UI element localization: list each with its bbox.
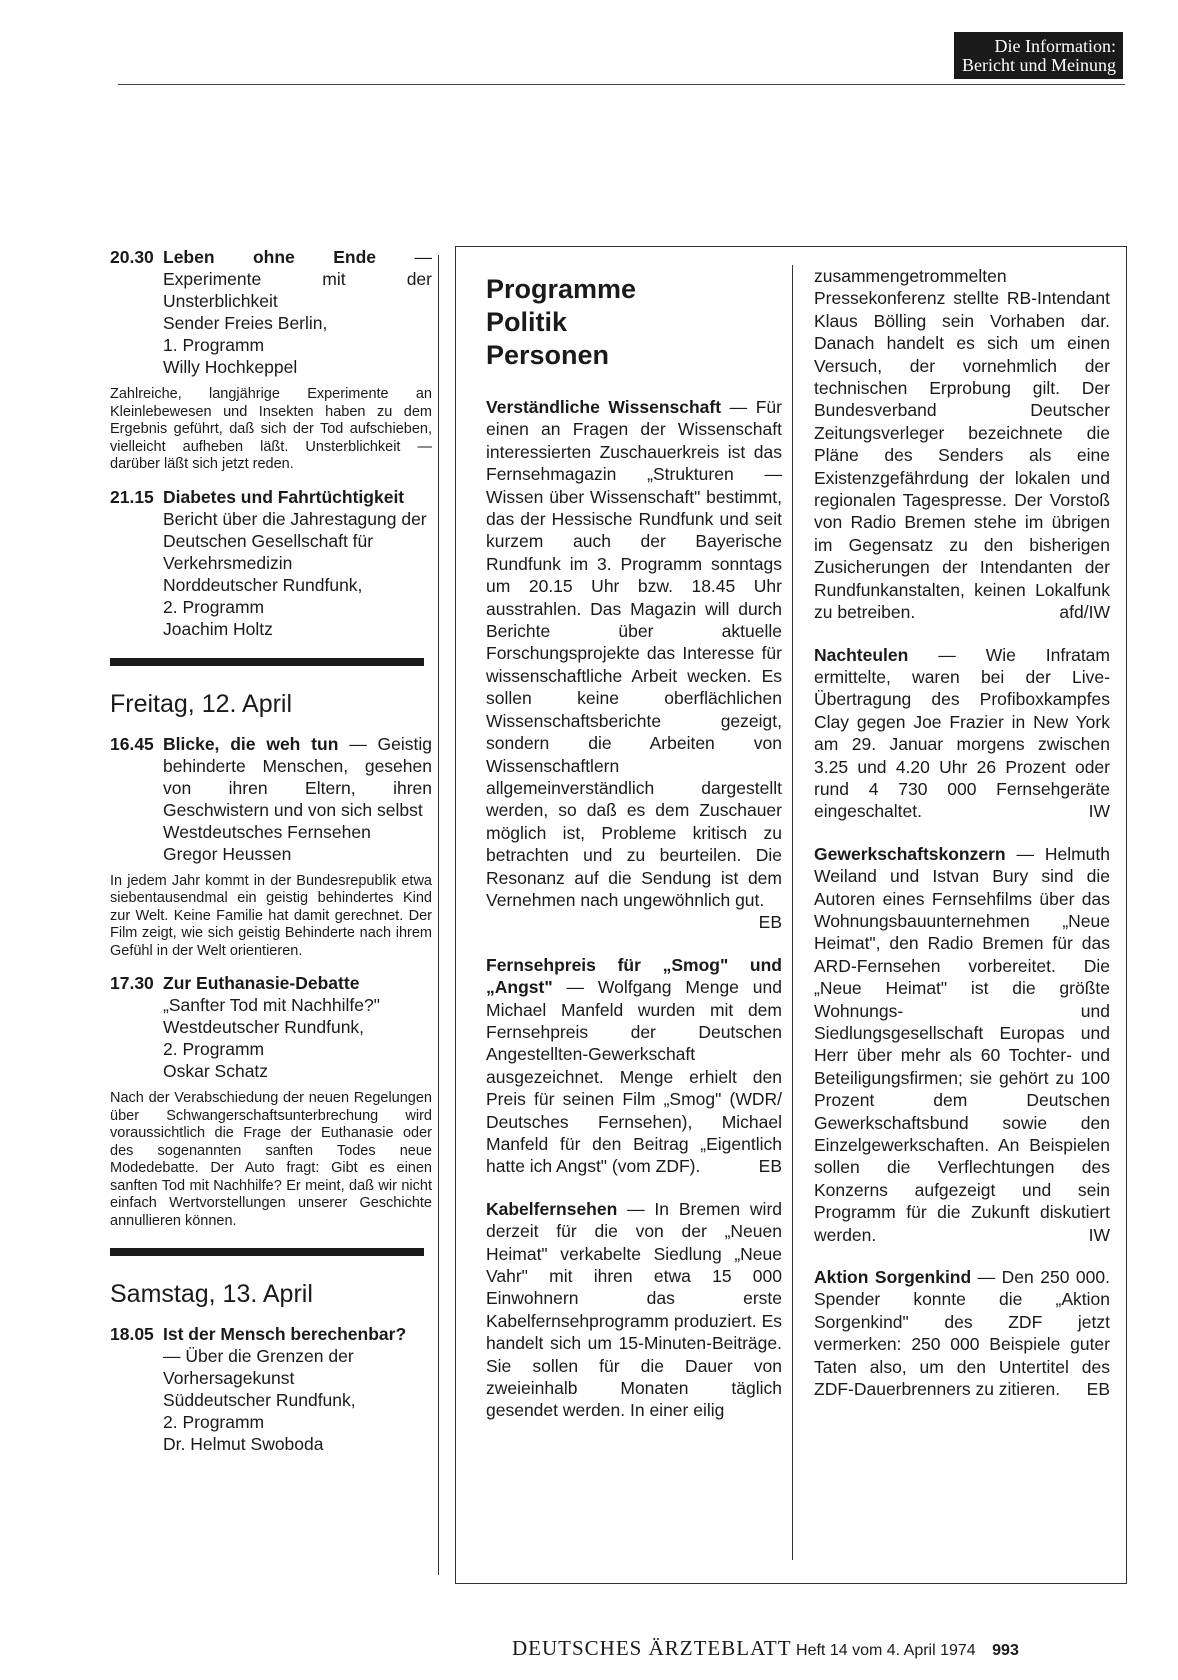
listing-detail-line: Willy Hochkeppel [163,357,298,377]
news-item-signature: EB [1086,1379,1110,1400]
news-item-signature: EB [758,912,782,933]
day-divider-bar [110,1248,424,1256]
news-item [486,1198,782,1422]
listing-description: Nach der Verabschiedung der neuen Regelungen über Schwangerschaftsunterbrechung wird voraussichtlich die Frage der Euthanasie oder des sogenannten sanften Todes neue Modedebatte. Der Auto fragt: Gibt es einen sanften Tod mit Nachhilfe? Er meint, daß wir nicht einfach Wertvorstellungen unserer Geschichte annullieren können. [110,1090,432,1229]
day-block-friday [110,658,432,719]
listing-body [163,246,432,378]
page-number: 993 [992,1642,1019,1659]
news-item-title: Kabelfernsehen [486,1198,618,1219]
badge-line-2: Bericht und Meinung [962,55,1116,75]
badge-line-1: Die Information: [994,36,1116,56]
listing-title-line [163,733,432,821]
listing-head [110,246,432,378]
listing-title-line [163,486,432,508]
listing-head [110,486,432,640]
listing-body [163,972,432,1082]
listing-body [163,486,432,640]
issue-info: Heft 14 vom 4. April 1974 [796,1642,976,1659]
news-item-text: — Den 250 000. Spender konnte die „Aktion Sorgenkind" des ZDF jetzt vermerken: 250 000 Beispiele guter Taten also, um den Untertitel des ZDF-Dauerbrenners zu zitieren. [814,1267,1110,1400]
news-item [486,396,782,934]
listing-entry [110,486,432,640]
listing-details [163,994,432,1082]
day-heading: Samstag, 13. April [110,1280,313,1308]
day-block-saturday [110,1248,432,1309]
listing-time: 16.45 [110,733,154,754]
listing-detail-line: Oskar Schatz [163,1061,269,1081]
news-item-title: Nachteulen [814,644,909,665]
news-box [455,246,1127,1584]
news-item [814,843,1110,1246]
listing-title: Diabetes und Fahrtüchtigkeit [163,486,405,507]
listing-detail-line: Westdeutscher Rundfunk, [163,1017,365,1037]
news-column-2 [814,265,1110,1421]
listing-details [163,821,432,865]
section-title [486,273,782,372]
listing-description: Zahlreiche, langjährige Experimente an Kleinlebewesen und Insekten haben zu dem Ergebnis geführt, daß sich der Tod aufschieben, vielleicht aufheben läßt. Unsterblichkeit — darüber läßt sich jetzt reden. [110,386,432,472]
listing-time: 21.15 [110,486,154,507]
news-item-text: — Helmuth Weiland und Istvan Bury sind die Autoren eines Fernsehfilms über das Wohnungsbauunternehmen „Neue Heimat", den Radio Bremen für das ARD-Fernsehen vorbereitet. Die „Neue Heimat" ist die größte Wohnungs- und Siedlungsgesellschaft Europas und Herr über mehr als 60 Tochter- und Beteiligungsfirmen; sie gehört zu 100 Prozent dem Deutschen Gewerkschaftsbund sowie den Einzelgewerkschaften. An Beispielen sollen die Verflechtungen des Konzerns aufgezeigt und sein Programm für die Zukunft diskutiert werden. [814,843,1110,1245]
section-title-line: Personen [486,340,610,370]
listing-entry [110,246,432,474]
listing-detail-line: Norddeutscher Rundfunk, [163,574,363,595]
listing-details [163,508,432,640]
news-item-title: Verständliche Wissenschaft [486,397,722,417]
listing-details [163,1345,432,1455]
listing-detail-line: 1. Programm [163,335,265,355]
listing-head [110,1323,432,1455]
news-item-signature: IW [1088,1224,1110,1245]
journal-masthead: DEUTSCHES ÄRZTEBLATT [512,1636,792,1660]
listing-title: Blicke, die weh tun [163,733,339,754]
news-item-title: Gewerkschaftskonzern [814,843,1006,864]
news-item [814,1266,1110,1400]
listing-title-line [163,246,432,312]
listing-title-line [163,972,432,994]
listing-entry [110,733,432,961]
listing-body [163,1323,432,1455]
news-item-signature: IW [1088,801,1110,822]
day-heading: Freitag, 12. April [110,689,293,718]
news-item [814,265,1110,624]
listing-detail-line: Westdeutsches Fernsehen [163,821,371,842]
listing-title: Leben ohne Ende [163,247,377,267]
listing-detail-line: Dr. Helmut Swoboda [163,1434,324,1454]
header-rule [118,84,1125,85]
news-items [486,396,782,1422]
listing-detail-line: 2. Programm [163,596,265,617]
listing-detail-line: Süddeutscher Rundfunk, [163,1390,356,1410]
listing-title: Zur Euthanasie-Debatte [163,973,360,993]
listing-time: 18.05 [110,1324,154,1344]
listing-detail-line: Sender Freies Berlin, [163,313,328,333]
news-item-signature: afd/IW [1059,602,1110,623]
news-item-text: — Wolfgang Menge und Michael Manfeld wurden mit dem Fernsehpreis der Deutschen Angestellten-Gewerkschaft ausgezeichnet. Menge erhielt den Preis für seinen Film „Smog" (WDR/ Deutsches Fernsehen), Michael Manfeld für den Beitrag „Eigentlich hatte ich Angst" (vom ZDF). [486,977,782,1177]
listing-description: In jedem Jahr kommt in der Bundesrepublik etwa siebentausendmal ein geistig behindertes Kind zur Welt. Keine Familie hat damit gerechnet. Der Film zeigt, wie sich geistig Behinderte nach ihrem Gefühl in der Welt orientieren. [110,872,432,959]
listing-body [163,733,432,865]
section-title-line: Politik [486,307,568,337]
listing-detail-line: Joachim Holtz [163,618,273,639]
news-item-title: Fernsehpreis für „Smog" und „Angst" [486,954,782,998]
day-divider-bar [110,658,424,666]
box-column-rule [792,265,793,1560]
news-item-text: — In Bremen wird derzeit für die von der „Neuen Heimat" verkabelte Siedlung „Neue Vahr" mit ihren etwa 15 000 Einwohnern das erste Kabelfernsehprogramm produziert. Es handelt sich um 15-Minuten-Beiträge. Sie sollen für die Dauer von zweieinhalb Monaten täglich gesendet werden. In einer eilig [486,1198,782,1421]
listings-group [110,733,432,1231]
listing-detail-line: 2. Programm [163,1039,265,1059]
news-items [814,265,1110,1401]
listing-subtitle: — Geistig behinderte Menschen, gesehen von ihren Eltern, ihren Geschwistern und von sich selbst [163,733,432,820]
section-title-line: Programme [486,274,637,304]
news-item-text: zusammengetrommelten Pressekonferenz stellte RB-Intendant Klaus Bölling sein Vorhaben dar. Danach handelt es sich um einen Versuch, der vornehmlich der technischen Erprobung gilt. Der Bundesverband Deutscher Zeitungsverleger bezeichnete die Pläne des Senders als eine Existenzgefährdung der lokalen und regionalen Tagespresse. Der Vorstoß von Radio Bremen stehe im übrigen im Gegensatz zu den bisherigen Zusicherungen der Intendanten der Rundfunkanstalten, keinen Lokalfunk zu betreiben. [814,266,1110,623]
listing-time: 20.30 [110,247,154,267]
listing-detail-line: — Über die Grenzen der Vorhersagekunst [163,1346,354,1388]
listing-details [163,312,432,378]
listing-entry [110,1323,432,1455]
listing-detail-line: 2. Programm [163,1412,265,1432]
listing-entry [110,972,432,1230]
news-item-title: Aktion Sorgenkind [814,1267,972,1288]
news-item [486,954,782,1178]
listing-head [110,733,432,865]
news-column-1 [486,265,782,1442]
news-item-signature: EB [758,1156,782,1177]
listing-title-line [163,1323,432,1345]
news-item [814,644,1110,823]
column-rule [438,255,439,1575]
listing-time: 17.30 [110,973,154,993]
section-badge [954,32,1123,79]
listings-group [110,1323,432,1455]
listing-subtitle: — Experimente mit der Unsterblichkeit [163,247,432,311]
listing-title: Ist der Mensch berechenbar? [163,1324,407,1344]
listings-group [110,246,432,640]
page-footer [512,1636,1112,1661]
listing-detail-line: „Sanfter Tod mit Nachhilfe?" [163,995,380,1015]
listing-detail-line: Bericht über die Jahrestagung der Deutschen Gesellschaft für Verkehrsmedizin [163,508,427,573]
listing-detail-line: Gregor Heussen [163,843,292,864]
news-item-text: — Wie Infratam ermittelte, waren bei der Live-Übertragung des Profiboxkampfes Clay gegen Joe Frazier in New York am 29. Januar morgens zwischen 3.25 und 4.20 Uhr 26 Prozent oder rund 4 730 000 Fernsehgeräte eingeschaltet. [814,644,1110,822]
news-item-text: — Für einen an Fragen der Wissenschaft interessierten Zuschauerkreis ist das Fernsehmagazin „Strukturen — Wissen über Wissenschaft" bestimmt, das der Hessische Rundfunk und seit kurzem auch der Bayerische Rundfunk im 3. Programm sonntags um 20.15 Uhr bzw. 18.45 Uhr ausstrahlen. Das Magazin will durch Berichte über aktuelle Forschungsprojekte das Interesse für wissenschaftliche Arbeit wecken. Es sollen keine oberflächlichen Wissenschaftsberichte gezeigt, sondern die Arbeiten von Wissenschaftlern allgemeinverständlich dargestellt werden, so daß es dem Zuschauer möglich ist, Probleme kritisch zu betrachten und zu beurteilen. Die Resonanz auf die Sendung ist dem Vernehmen nach ungewöhnlich gut. [486,397,782,910]
listing-head [110,972,432,1082]
tv-listings-column [110,246,432,1467]
